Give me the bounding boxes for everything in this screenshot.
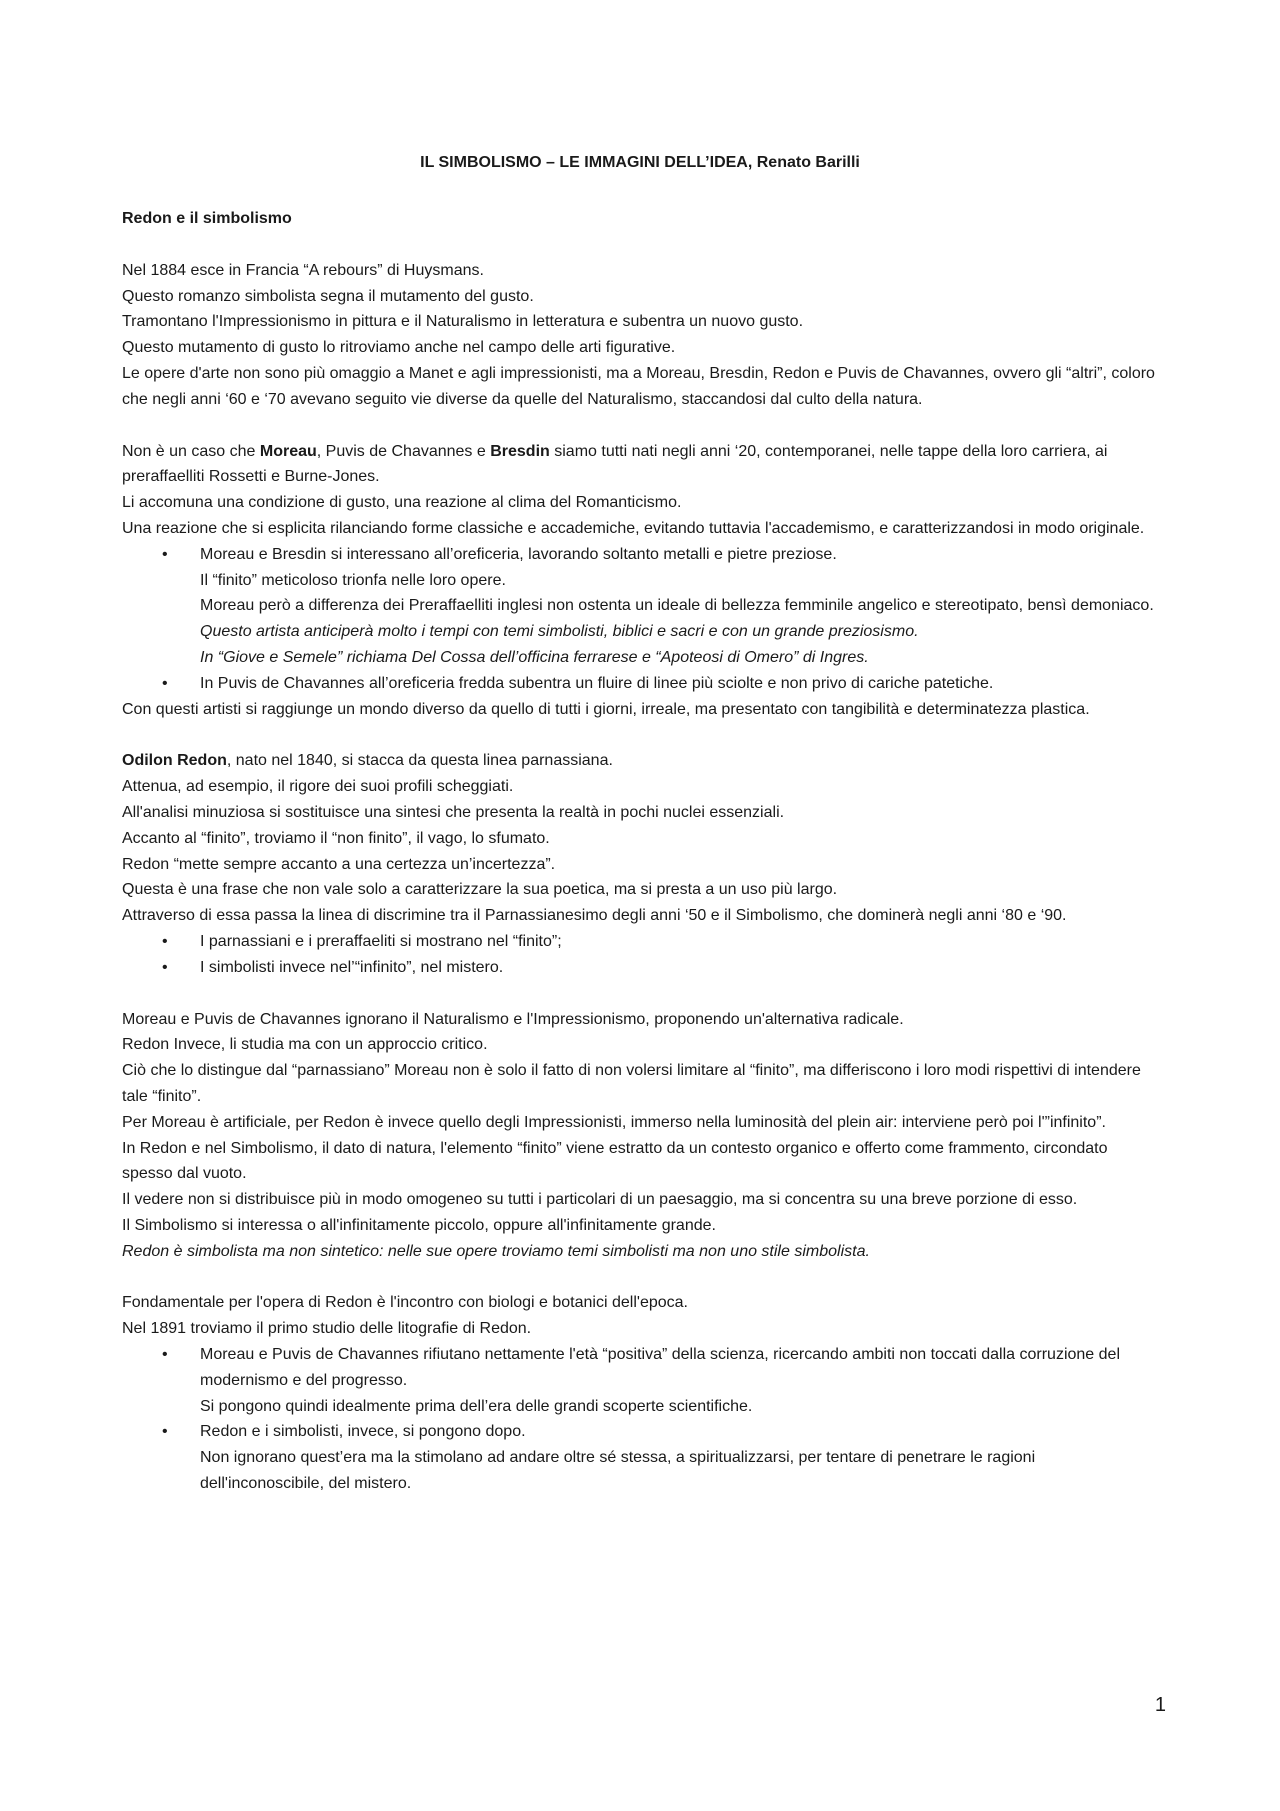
paragraph-line: Il Simbolismo si interessa o all'infinitamente piccolo, oppure all'infinitamente grande. — [122, 1216, 716, 1234]
bullet-icon: • — [162, 1423, 168, 1441]
paragraph-line: In Redon e nel Simbolismo, il dato di natura, l'elemento “finito” viene estratto da un contesto organico e offerto come frammento, circondato spesso dal vuoto. — [122, 1139, 1108, 1183]
bullet-icon: • — [162, 958, 168, 976]
list-item: • I simbolisti invece nel’“infinito”, nel mistero. — [122, 955, 1162, 981]
bold-name: Moreau — [259, 442, 317, 460]
bullet-icon: • — [162, 932, 168, 950]
paragraph-line: Questo mutamento di gusto lo ritroviamo anche nel campo delle arti figurative. — [122, 339, 676, 357]
italic-line: Redon è simbolista ma non sintetico: nelle sue opere troviamo temi simbolisti ma non uno stile simbolista. — [122, 1242, 870, 1260]
paragraph-line: Tramontano l'Impressionismo in pittura e il Naturalismo in letteratura e subentra un nuovo gusto. — [122, 313, 804, 331]
paragraph-line: Per Moreau è artificiale, per Redon è invece quello degli Impressionisti, immerso nella luminosità del plein air: interviene però poi l'”infinito”. — [122, 1113, 1106, 1131]
paragraph-line: Attenua, ad esempio, il rigore dei suoi profili scheggiati. — [122, 778, 514, 796]
document-body — [122, 206, 1162, 1497]
paragraph-line: Li accomuna una condizione di gusto, una reazione al clima del Romanticismo. — [122, 494, 682, 512]
paragraph-line: Redon “mette sempre accanto a una certezza un’incertezza”. — [122, 855, 556, 873]
paragraph-line: Con questi artisti si raggiunge un mondo diverso da quello di tutti i giorni, irreale, ma presentato con tangibilità e determinatezza plastica. — [122, 700, 1090, 718]
bullet-list — [122, 542, 1162, 697]
paragraph-line: Le opere d'arte non sono più omaggio a Manet e agli impressionisti, ma a Moreau, Bresdin, Redon e Puvis de Chavannes, ovvero gli “altri”, coloro che negli anni ‘60 e ‘70 avevano seguito vie diverse da quelle del Naturalismo, staccandosi dal culto della natura. — [122, 364, 1155, 408]
bold-name: Odilon Redon — [122, 752, 227, 770]
paragraph-line: Nel 1884 esce in Francia “A rebours” di Huysmans. — [122, 261, 484, 279]
paragraph-line: Una reazione che si esplicita rilanciando forme classiche e accademiche, evitando tuttavia l'accademismo, e caratterizzandosi in modo originale. — [122, 519, 1145, 537]
list-item: • Moreau e Bresdin si interessano all’oreficeria, lavorando soltanto metalli e pietre preziose. Il “finito” meticoloso trionfa nelle loro opere. Moreau però a differenza dei Preraffaelliti inglesi non ostenta un ideale di bellezza femminile angelico e stereotipato, bensì demoniaco. Questo artista anticiperà molto i tempi con temi simbolisti, biblici e sacri e con un grande preziosismo. In “Giove e Semele” richiama Del Cossa dell’officina ferrarese e “Apoteosi di Omero” di Ingres. — [122, 542, 1162, 671]
list-item: • Moreau e Puvis de Chavannes rifiutano nettamente l'età “positiva” della scienza, ricercando ambiti non toccati dalla corruzione del modernismo e del progresso. Si pongono quindi idealmente prima dell’era delle grandi scoperte scientifiche. — [122, 1342, 1162, 1419]
bullet-icon: • — [162, 674, 168, 692]
document-title: IL SIMBOLISMO – LE IMMAGINI DELL’IDEA, Renato Barilli — [420, 154, 860, 171]
paragraph-line: All'analisi minuziosa si sostituisce una sintesi che presenta la realtà in pochi nuclei essenziali. — [122, 803, 785, 821]
paragraph-line: Ciò che lo distingue dal “parnassiano” Moreau non è solo il fatto di non volersi limitare al “finito”, ma differiscono i loro modi rispettivi di intendere tale “finito”. — [122, 1062, 1141, 1105]
paragraph-line: Non è un caso che Moreau, Puvis de Chavannes e Bresdin siamo tutti nati negli anni ‘20, contemporanei, nelle tappe della loro carriera, ai preraffaelliti Rossetti e Burne-Jones. — [122, 442, 1108, 486]
paragraph-line: Attraverso di essa passa la linea di discrimine tra il Parnassianesimo degli anni ‘50 e il Simbolismo, che dominerà negli anni ‘80 e ‘90. — [122, 907, 1067, 925]
bullet-icon: • — [162, 1346, 168, 1364]
paragraph-line: Accanto al “finito”, troviamo il “non finito”, il vago, lo sfumato. — [122, 829, 550, 847]
paragraph-line: Odilon Redon, nato nel 1840, si stacca da questa linea parnassiana. — [122, 752, 613, 770]
paragraph-line: Fondamentale per l'opera di Redon è l'incontro con biologi e botanici dell'epoca. — [122, 1294, 688, 1312]
bullet-list — [122, 1342, 1162, 1497]
bullet-icon: • — [162, 545, 168, 563]
list-item: • I parnassiani e i preraffaeliti si mostrano nel “finito”; — [122, 929, 1162, 955]
section-title: Redon e il simbolismo — [122, 210, 292, 227]
paragraph-line: Moreau e Puvis de Chavannes ignorano il Naturalismo e l'Impressionismo, proponendo un'alternativa radicale. — [122, 1010, 904, 1028]
paragraph-line: Questo romanzo simbolista segna il mutamento del gusto. — [122, 287, 534, 305]
page-number: 1 — [1154, 1694, 1166, 1716]
paragraph-line: Redon Invece, li studia ma con un approccio critico. — [122, 1036, 488, 1054]
paragraph-line: Questa è una frase che non vale solo a caratterizzare la sua poetica, ma si presta a un uso più largo. — [122, 881, 838, 899]
bullet-list — [122, 929, 1162, 981]
list-item: • Redon e i simbolisti, invece, si pongono dopo. Non ignorano quest’era ma la stimolano ad andare oltre sé stessa, a spiritualizzarsi, per tentare di penetrare le ragioni dell'inconoscibile, del mistero. — [122, 1419, 1162, 1496]
paragraph-line: Il vedere non si distribuisce più in modo omogeneo su tutti i particolari di un paesaggio, ma si concentra su una breve porzione di esso. — [122, 1191, 1078, 1209]
list-item: • In Puvis de Chavannes all’oreficeria fredda subentra un fluire di linee più sciolte e non privo di cariche patetiche. — [122, 671, 1162, 697]
bold-name: Bresdin — [490, 442, 550, 460]
paragraph-line: Nel 1891 troviamo il primo studio delle litografie di Redon. — [122, 1320, 532, 1338]
